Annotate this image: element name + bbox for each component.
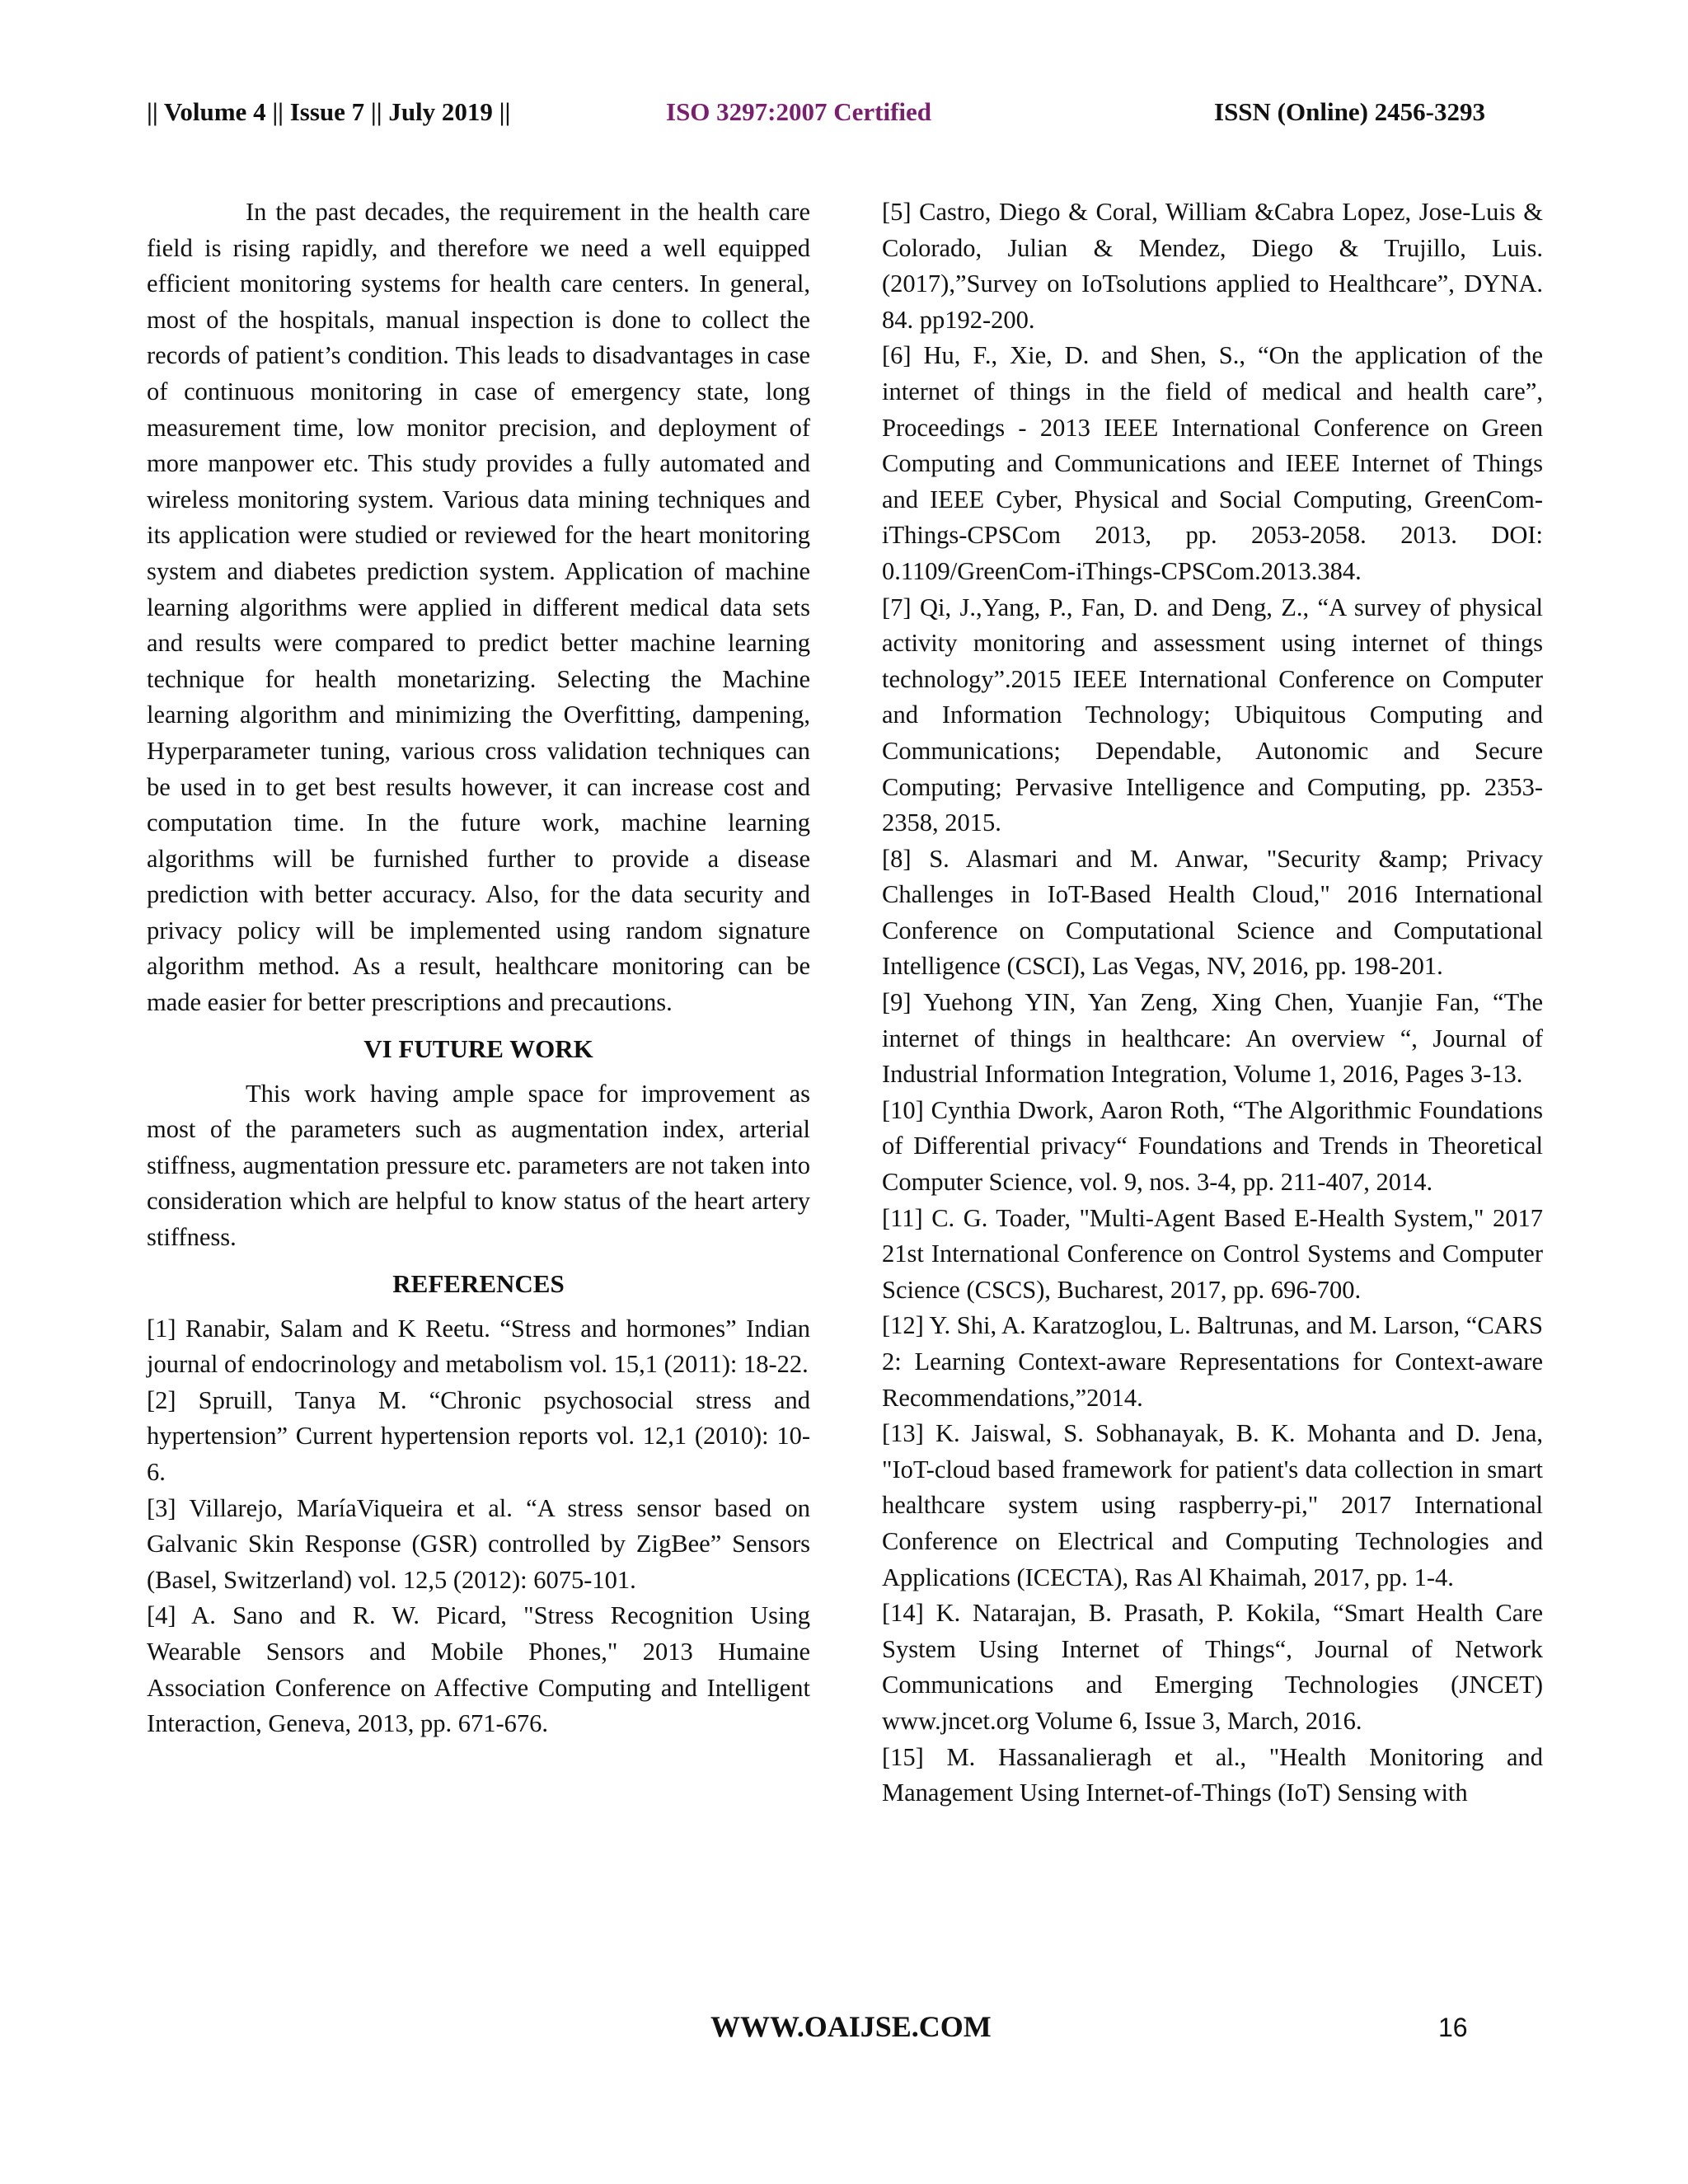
- reference-item: [5] Castro, Diego & Coral, William &Cabra Lopez, Jose-Luis & Colorado, Julian & Mendez, Diego & Trujillo, Luis. (2017),”Survey on IoTsolutions applied to Healthcare”, DYNA. 84. pp192-200.: [882, 198, 1543, 334]
- future-work-heading: VI FUTURE WORK: [363, 1033, 593, 1063]
- reference-item: [10] Cynthia Dwork, Aaron Roth, “The Algorithmic Foundations of Differential privacy“ Foundations and Trends in Theoretical Computer Science, vol. 9, nos. 3-4, pp. 211-407, 2014.: [882, 1095, 1543, 1197]
- website-link[interactable]: WWW.OAIJSE.COM: [710, 2010, 992, 2043]
- reference-item: [15] M. Hassanalieragh et al., "Health Monitoring and Management Using Internet-of-Things (IoT) Sensing with: [882, 1742, 1543, 1807]
- reference-item: [8] S. Alasmari and M. Anwar, "Security &amp; Privacy Challenges in IoT-Based Health Cloud," 2016 International Conference on Computational Science and Computational Intelligence (CSCI), Las Vegas, NV, 2016, pp. 198-201.: [882, 844, 1543, 981]
- reference-item: [1] Ranabir, Salam and K Reetu. “Stress and hormones” Indian journal of endocrinology and metabolism vol. 15,1 (2011): 18-22.: [147, 1314, 810, 1379]
- reference-item: [6] Hu, F., Xie, D. and Shen, S., “On the application of the internet of things in the field of medical and health care”, Proceedings - 2013 IEEE International Conference on Green Computing and Communications and IEEE Internet of Things and IEEE Cyber, Physical and Social Computing, GreenCom-iThings-CPSCom 2013, pp. 2053-2058. 2013. DOI: 0.1109/GreenCom-iThings-CPSCom.2013.384.: [882, 341, 1543, 585]
- reference-item: [4] A. Sano and R. W. Picard, "Stress Recognition Using Wearable Sensors and Mobile Phones," 2013 Humaine Association Conference on Affective Computing and Intelligent Interaction, Geneva, 2013, pp. 671-676.: [147, 1601, 810, 1738]
- page-header: [147, 97, 1540, 138]
- right-column: [882, 194, 1543, 1811]
- page-number: 16: [1438, 2013, 1468, 2042]
- reference-item: [11] C. G. Toader, "Multi-Agent Based E-Health System," 2017 21st International Conference on Control Systems and Computer Science (CSCS), Bucharest, 2017, pp. 696-700.: [882, 1203, 1543, 1304]
- issn-label: ISSN (Online) 2456-3293: [1214, 97, 1485, 126]
- references-heading: REFERENCES: [392, 1268, 565, 1298]
- reference-item: [12] Y. Shi, A. Karatzoglou, L. Baltrunas, and M. Larson, “CARS 2: Learning Context-aware Representations for Context-aware Recommendations,”2014.: [882, 1311, 1543, 1412]
- reference-item: [2] Spruill, Tanya M. “Chronic psychosocial stress and hypertension” Current hypertension reports vol. 12,1 (2010): 10-6.: [147, 1385, 810, 1486]
- future-work-paragraph: This work having ample space for improvement as most of the parameters such as augmentation index, arterial stiffness, augmentation pressure etc. parameters are not taken into consideration which are helpful to know status of the heart artery stiffness.: [147, 1079, 810, 1252]
- iso-certified-label: ISO 3297:2007 Certified: [666, 97, 932, 126]
- intro-paragraph: In the past decades, the requirement in the health care field is rising rapidly, and therefore we need a well equipped efficient monitoring systems for health care centers. In general, most of the hospitals, manual inspection is done to collect the records of patient’s condition. This leads to disadvantages in case of continuous monitoring in case of emergency state, long measurement time, low monitor precision, and deployment of more manpower etc. This study provides a fully automated and wireless monitoring system. Various data mining techniques and its application were studied or reviewed for the heart monitoring system and diabetes prediction system. Application of machine learning algorithms were applied in different medical data sets and results were compared to predict better machine learning technique for health monetarizing. Selecting the Machine learning algorithm and minimizing the Overfitting, dampening, Hyperparameter tuning, various cross validation techniques can be used in to get best results however, it can increase cost and computation time. In the future work, machine learning algorithms will be furnished further to provide a disease prediction with better accuracy. Also, for the data security and privacy policy will be implemented using random signature algorithm method. As a result, healthcare monitoring can be made easier for better prescriptions and precautions.: [147, 198, 810, 1017]
- reference-item: [3] Villarejo, MaríaViqueira et al. “A stress sensor based on Galvanic Skin Response (GSR) controlled by ZigBee” Sensors (Basel, Switzerland) vol. 12,5 (2012): 6075-101.: [147, 1493, 810, 1594]
- volume-issue-label: || Volume 4 || Issue 7 || July 2019 ||: [147, 97, 511, 126]
- left-column: [147, 194, 810, 1742]
- reference-item: [7] Qi, J.,Yang, P., Fan, D. and Deng, Z., “A survey of physical activity monitoring and assessment using internet of things technology”.2015 IEEE International Conference on Computer and Information Technology; Ubiquitous Computing and Communications; Dependable, Autonomic and Secure Computing; Pervasive Intelligence and Computing, pp. 2353-2358, 2015.: [882, 593, 1543, 837]
- reference-item: [13] K. Jaiswal, S. Sobhanayak, B. K. Mohanta and D. Jena, "IoT-cloud based framework for patient's data collection in smart healthcare system using raspberry-pi," 2017 International Conference on Electrical and Computing Technologies and Applications (ICECTA), Ras Al Khaimah, 2017, pp. 1-4.: [882, 1419, 1543, 1591]
- page-footer: [0, 2009, 1688, 2050]
- reference-item: [9] Yuehong YIN, Yan Zeng, Xing Chen, Yuanjie Fan, “The internet of things in healthcare: An overview “, Journal of Industrial Information Integration, Volume 1, 2016, Pages 3-13.: [882, 988, 1543, 1089]
- reference-item: [14] K. Natarajan, B. Prasath, P. Kokila, “Smart Health Care System Using Internet of Things“, Journal of Network Communications and Emerging Technologies (JNCET) www.jncet.org Volume 6, Issue 3, March, 2016.: [882, 1599, 1543, 1735]
